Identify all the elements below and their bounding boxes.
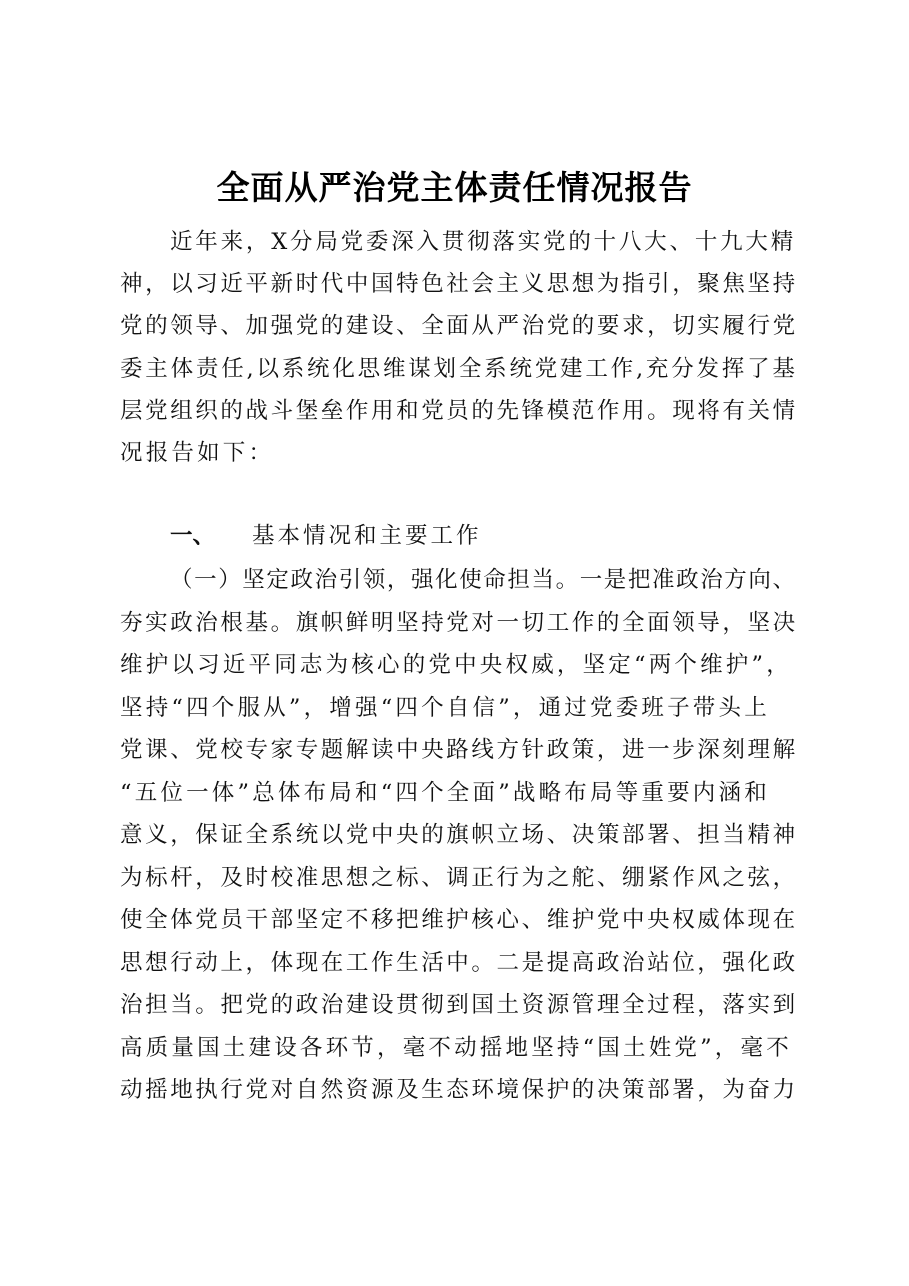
paragraph-line: 思想行动上，体现在工作生活中。二是提高政治站位，强化政 — [120, 950, 798, 976]
section-number: 一、 — [170, 523, 216, 549]
paragraph-line: 意义，保证全系统以党中央的旗帜立场、决策部署、担当精神 — [120, 822, 798, 848]
document-title: 全面从严治党主体责任情况报告 — [216, 168, 693, 207]
paragraph-line: 近年来，X分局党委深入贯彻落实党的十八大、十九大精 — [170, 229, 797, 255]
paragraph-line: 使全体党员干部坚定不移把维护核心、维护党中央权威体现在 — [120, 907, 798, 933]
paragraph-line: 层党组织的战斗堡垒作用和党员的先锋模范作用。现将有关情 — [120, 398, 798, 424]
paragraph-line: 况报告如下： — [120, 440, 275, 466]
section-heading: 基本情况和主要工作 — [252, 523, 482, 549]
paragraph-line: “五位一体”总体布局和“四个全面”战略布局等重要内涵和 — [120, 780, 770, 806]
paragraph-line: （一）坚定政治引领，强化使命担当。一是把准政治方向、 — [170, 567, 797, 593]
paragraph-line: 治担当。把党的政治建设贯彻到国土资源管理全过程，落实到 — [120, 992, 798, 1018]
paragraph-line: 委主体责任,以系统化思维谋划全系统党建工作,充分发挥了基 — [120, 356, 798, 382]
paragraph-line: 为标杆，及时校准思想之标、调正行为之舵、绷紧作风之弦， — [120, 865, 798, 891]
paragraph-line: 夯实政治根基。旗帜鲜明坚持党对一切工作的全面领导，坚决 — [120, 610, 798, 636]
paragraph-line: 维护以习近平同志为核心的党中央权威，坚定“两个维护”， — [120, 652, 792, 678]
paragraph-line: 神，以习近平新时代中国特色社会主义思想为指引，聚焦坚持 — [120, 271, 798, 297]
paragraph-line: 党课、党校专家专题解读中央路线方针政策，进一步深刻理解 — [120, 737, 798, 763]
paragraph-line: 党的领导、加强党的建设、全面从严治党的要求，切实履行党 — [120, 313, 798, 339]
paragraph-line: 高质量国土建设各环节，毫不动摇地坚持“国土姓党”，毫不 — [120, 1035, 792, 1061]
paragraph-line: 动摇地执行党对自然资源及生态环境保护的决策部署，为奋力 — [120, 1077, 798, 1103]
paragraph-line: 坚持“四个服从”，增强“四个自信”，通过党委班子带头上 — [120, 695, 770, 721]
